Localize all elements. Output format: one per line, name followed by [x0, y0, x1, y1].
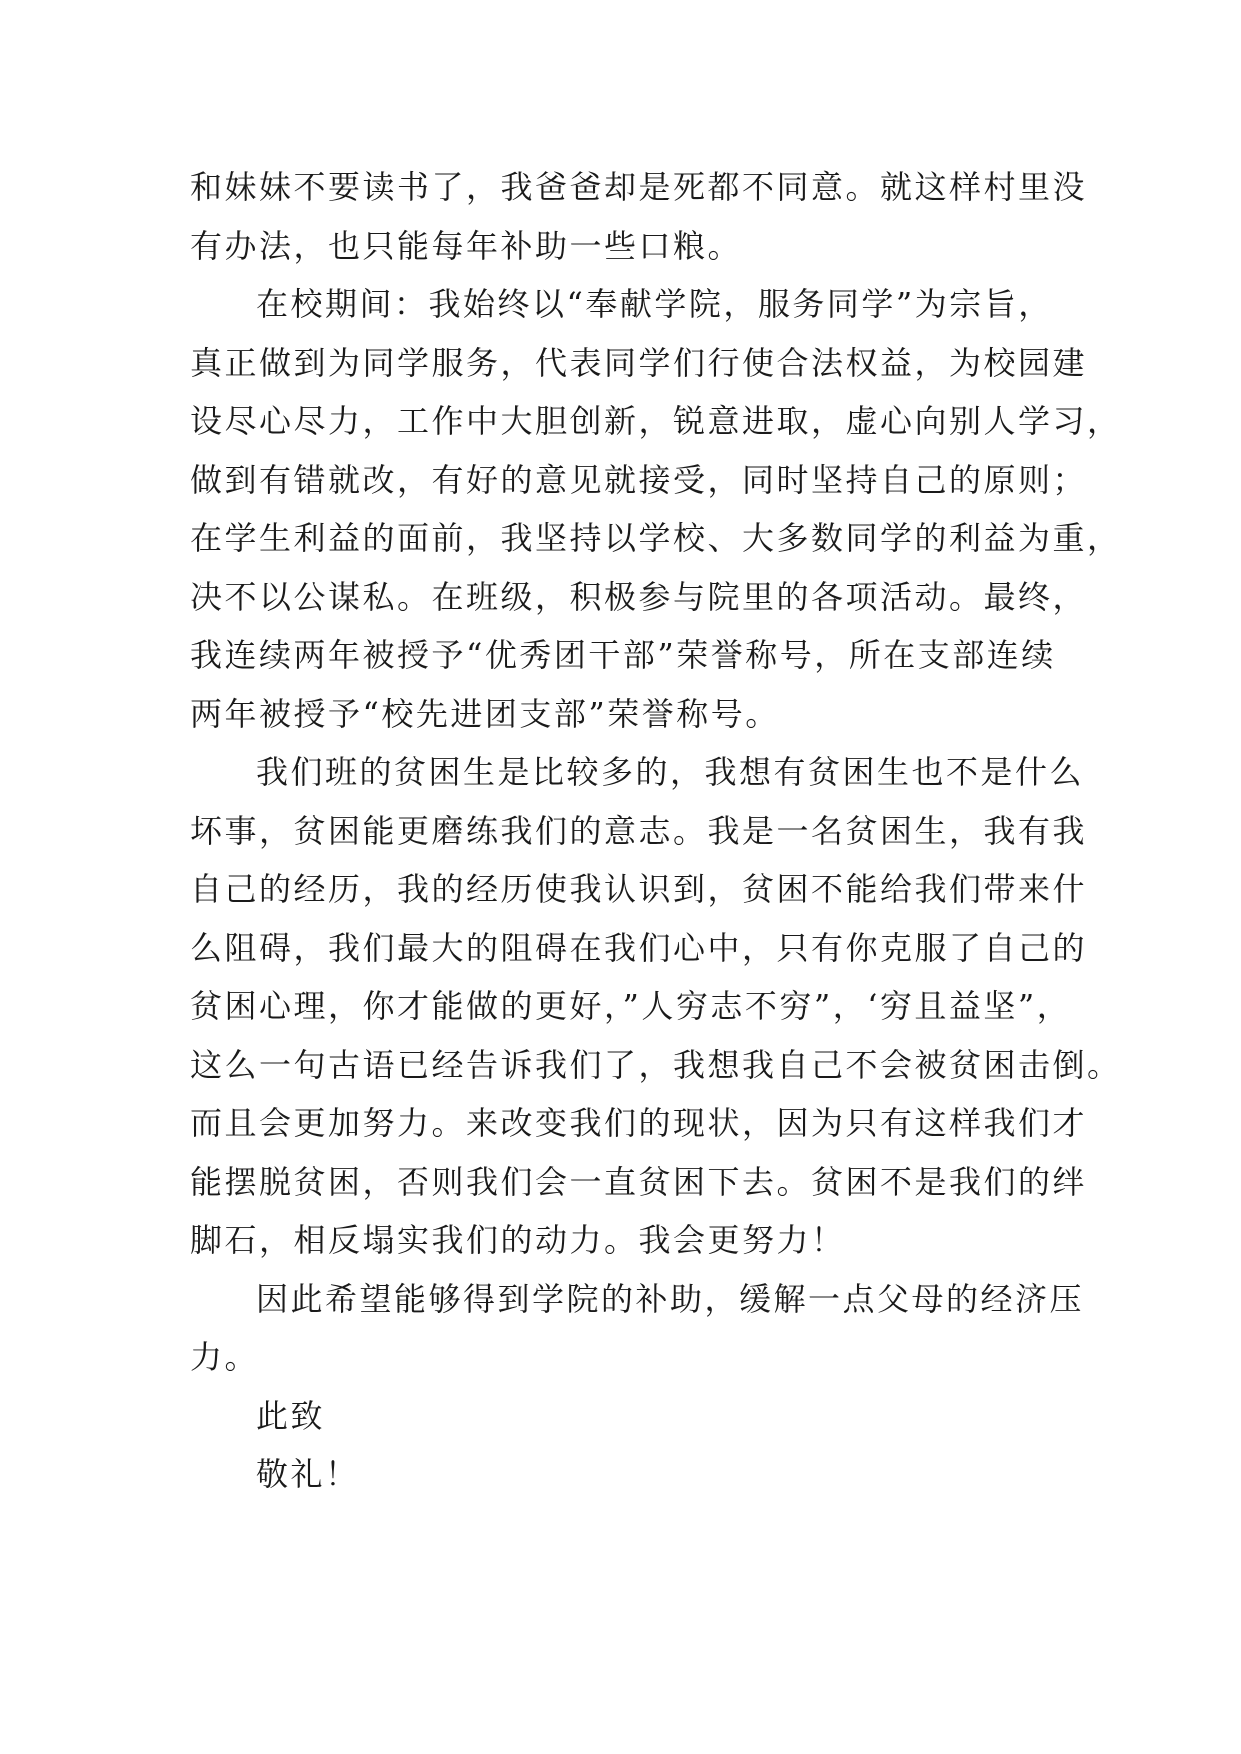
- text-line: 两年被授予“校先进团支部”荣誉称号。: [190, 694, 780, 733]
- text-line: 和妹妹不要读书了，我爸爸却是死都不同意。就这样村里没: [190, 168, 1088, 206]
- closing-salutation: 此致: [256, 1396, 326, 1435]
- text-line: 在学生利益的面前，我坚持以学校、大多数同学的利益为重，: [190, 519, 1122, 557]
- text-line: 我们班的贫困生是比较多的，我想有贫困生也不是什么: [256, 753, 1085, 791]
- text-line: 而且会更加努力。来改变我们的现状，因为只有这样我们才: [190, 1104, 1088, 1142]
- text-line: 能摆脱贫困，否则我们会一直贫困下去。贫困不是我们的绊: [190, 1162, 1088, 1201]
- text-line: 设尽心尽力，工作中大胆创新，锐意进取，虚心向别人学习，: [190, 402, 1122, 440]
- text-line: 么阻碍，我们最大的阻碍在我们心中，只有你克服了自己的: [190, 928, 1088, 967]
- text-line: 坏事，贫困能更磨练我们的意志。我是一名贫困生，我有我: [190, 811, 1088, 850]
- text-line: 有办法，也只能每年补助一些口粮。: [190, 226, 743, 265]
- closing-regards: 敬礼！: [256, 1455, 360, 1493]
- text-line: 真正做到为同学服务，代表同学们行使合法权益，为校园建: [190, 343, 1088, 382]
- text-line: 贫困心理，你才能做的更好，”人穷志不穷”，‘穷且益坚”，: [190, 987, 1072, 1025]
- text-line: 因此希望能够得到学院的补助，缓解一点父母的经济压: [256, 1279, 1085, 1318]
- text-line: 决不以公谋私。在班级，积极参与院里的各项活动。最终，: [190, 577, 1088, 616]
- text-line: 我连续两年被授予“优秀团干部”荣誉称号，所在支部连续: [190, 636, 1056, 674]
- text-line: 这么一句古语已经告诉我们了，我想我自己不会被贫困击倒。: [190, 1045, 1122, 1084]
- text-line: 自己的经历，我的经历使我认识到，贫困不能给我们带来什: [190, 870, 1088, 908]
- letter-body: [190, 158, 1122, 1504]
- text-line: 在校期间：我始终以“奉献学院，服务同学”为宗旨，: [256, 285, 1053, 323]
- text-line: 力。: [190, 1338, 260, 1376]
- text-line: 脚石，相反塌实我们的动力。我会更努力！: [190, 1221, 846, 1259]
- text-line: 做到有错就改，有好的意见就接受，同时坚持自己的原则；: [190, 460, 1088, 499]
